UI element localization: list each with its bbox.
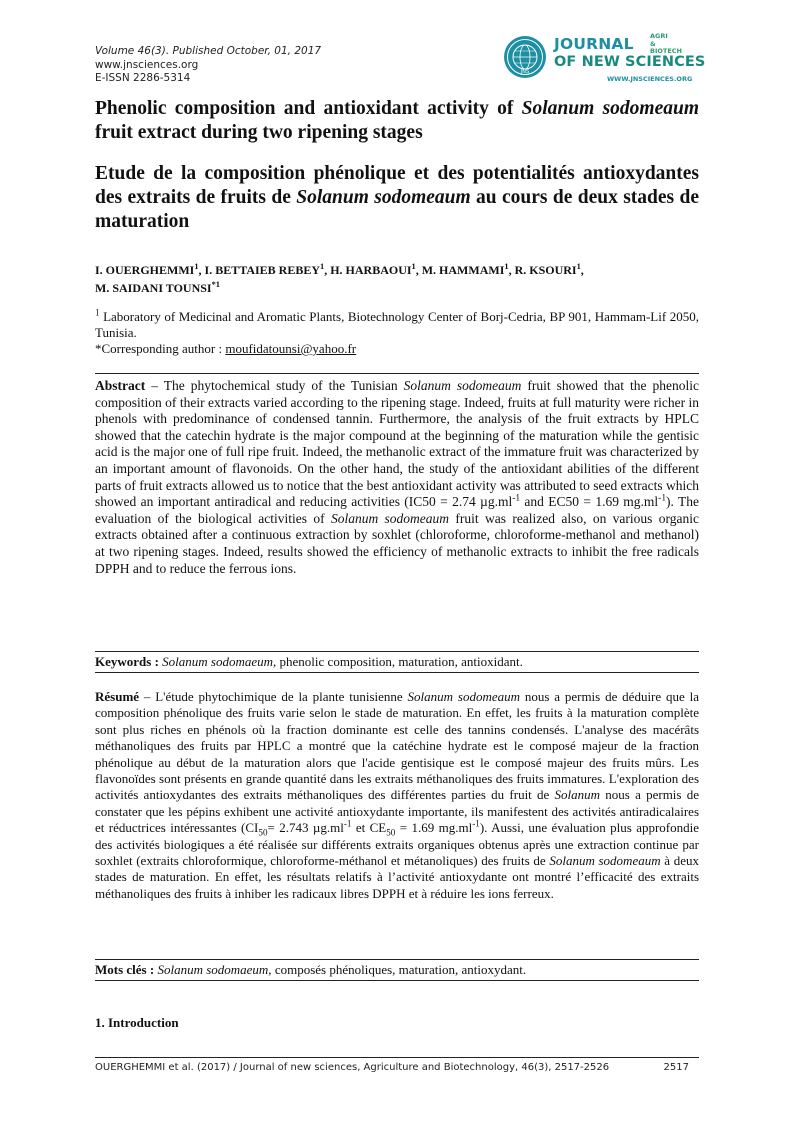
abstract-top-rule (95, 373, 699, 374)
logo-tag-agri: AGRI (650, 32, 668, 40)
journal-meta (95, 45, 321, 86)
author-sup: 1 (194, 262, 199, 271)
resume-text: nous a permis de déduire que la composition phénolique des fruits varie selon le stade de maturation. En effet, les fruits à la maturation complète sont plus riches en phénols où la fraction dominante est celle des tannins condensés. L'analyse des macérâts méthanoliques des fruits par HPLC a montré que la catéchine hydrate est le composé majeur de la fraction phénolique au début de la maturation alors que l'acide gentisique est le composé majeur des fruits mûrs. Les flavonoïdes sont présents en grande quantité dans les extraits méthanoliques des fruits immatures. L'exploration des activités antioxydantes des extraits méthanoliques des différentes parties du fruit de (95, 689, 699, 803)
abstract-text: The phytochemical study of the Tunisian (163, 378, 404, 393)
resume-text: à deux stades de maturation. En effet, les résultats relatifs à l’activité antioxydante ont montré l’efficacité des extraits méthanoliques des fruits à inhiber les radicaux libres DPPH et à réduire les ions ferreux. (95, 853, 699, 901)
page-footer (95, 1062, 699, 1073)
abstract-text: fruit showed that the phenolic composition of their extracts varied according to the ripening stage. Indeed, fruits at full maturity were richer in phenols with predominance of condensed tannin. Furthermore, the analysis of the fruit extracts by HPLC showed that the catechin hydrate is the major compound at the beginning of the maturation while the gentisic acid is the major one of full ripe fruit. Indeed, the methanolic extract of the immature fruit was characterized by an important amount of flavonoids. On the other hand, the study of the antioxidant abilities of the different parts of fruit extracts allowed us to notice that the best antioxidant activity was attributed to seed extracts which showed an important antiradical and reducing activities (IC50 = 2.74 µg.ml (95, 378, 699, 510)
affiliation-text: Laboratory of Medicinal and Aromatic Plants, Biotechnology Center of Borj-Cedria, BP 901, Hammam-Lif 2050, Tunisia. (95, 309, 699, 340)
resume-species: Solanum sodomeaum (407, 689, 520, 704)
abstract-dash: – (145, 378, 164, 393)
title-en-species: Solanum sodomeaum (521, 98, 699, 119)
resume-label: Résumé (95, 689, 140, 704)
journal-website: www.jnsciences.org (95, 58, 199, 71)
page-number: 2517 (663, 1062, 689, 1073)
footer-citation: OUERGHEMMI et al. (2017) / Journal of new sciences, Agriculture and Biotechnology, 46(3), 2517-2526 (95, 1062, 610, 1073)
abstract-sup: -1 (658, 493, 667, 504)
resume-species: Solanum (554, 787, 601, 803)
mots-cles-species: Solanum sodomaeum, (154, 962, 272, 977)
logo-url: WWW.JNSCIENCES.ORG (607, 75, 693, 83)
keywords-species: Solanum sodomaeum, (158, 654, 277, 669)
mots-cles (95, 962, 699, 978)
author-sup: 1 (320, 262, 325, 271)
author-sup: 1 (504, 262, 509, 271)
resume-text: = 1.69 mg.ml (395, 820, 473, 836)
affiliation-sup: 1 (95, 307, 100, 318)
keywords (95, 654, 699, 670)
resume-text: nous a permis de constater que les pépins exhibent une activité antioxydante importante, ils manifestent des activités antiradicalaires et réductrices intéressantes (CI (95, 787, 699, 836)
resume-text: ). Aussi, une évaluation plus approfondie des activités biologiques a été réalisée sur différents extraits organiques obtenus après une extraction continue par soxhlet (extraits chloroformique, chloroforme-méthanol et métanoliques) des fruits de (95, 820, 700, 869)
author-sup: *1 (211, 280, 220, 289)
title-en-part: Phenolic composition and antioxidant activity of (95, 98, 522, 119)
issn: E-ISSN 2286-5314 (95, 72, 191, 84)
abstract (95, 378, 699, 577)
author-list: I. OUERGHEMMI$^1$, I. BETTAIEB REBEY$^1$, H. HARBAOUI$^1$, M. HAMMAMI$^1$, R. KSOURI$^1$, M. SAIDANI TOUNSI$^{*1}$ (95, 262, 584, 295)
author: R. KSOURI (514, 263, 577, 277)
resume-sub: 50 (258, 827, 268, 838)
author: I. BETTAIEB REBEY (204, 263, 321, 277)
logo-journal-word: JOURNAL (554, 35, 634, 53)
seal-text: JNS (520, 69, 530, 75)
title-fr-part: Etude de la composition phénolique et des potentialités antioxydantes des extraits de fruits de (95, 163, 699, 208)
abstract-species: Solanum sodomeaum (330, 510, 450, 526)
logo-tag-amp: & (650, 39, 656, 48)
logo-tag-biotech: BIOTECH (650, 47, 682, 55)
footer-rule (95, 1057, 699, 1058)
corresponding-email-link[interactable]: moufidatounsi@yahoo.fr (225, 341, 357, 356)
title-french (95, 162, 699, 234)
affiliation (95, 309, 699, 357)
journal-logo (503, 32, 706, 88)
author-sup: 1 (576, 262, 581, 271)
keywords-top-rule (95, 651, 699, 652)
abstract-sup: -1 (512, 493, 521, 504)
corresponding-label: *Corresponding author : (95, 341, 226, 356)
abstract-text: fruit was realized also, on various organic extracts obtained after a continuous extraction by soxhlet (chloroforme, chloroforme-methanol and methanol) at two ripening stages. Indeed, results showed the efficiency of methanolic extracts to inhibit the free radicals DPPH and to reduce the ferrous ions. (95, 510, 699, 576)
volume-info: Volume 46(3). Published October, 01, 2017 (95, 45, 322, 57)
author-sup: 1 (411, 262, 416, 271)
author: H. HARBAOUI (330, 263, 412, 277)
abstract-text: ). The evaluation of the biological activities of (95, 494, 700, 526)
resume-sup: -1 (343, 818, 352, 829)
title-fr-species: Solanum sodomeaum (296, 187, 471, 208)
abstract-text: and EC50 = 1.69 mg.ml (520, 494, 659, 510)
abstract-species: Solanum sodomeaum (403, 378, 522, 393)
title-en-part: fruit extract during two ripening stages (95, 122, 423, 143)
keywords-bottom-rule (95, 672, 699, 673)
resume-sub: 50 (386, 827, 396, 838)
resume-text: = 2.743 µg.ml (267, 820, 344, 836)
author: M. SAIDANI TOUNSI (95, 281, 212, 295)
resume-species: Solanum sodomeaum (549, 853, 661, 869)
motscles-bottom-rule (95, 980, 699, 981)
title-english (95, 97, 699, 145)
resume (95, 689, 699, 902)
mots-cles-label: Mots clés : (95, 962, 155, 977)
motscles-top-rule (95, 959, 699, 960)
keywords-label: Keywords : (95, 654, 159, 669)
author: I. OUERGHEMMI (95, 263, 195, 277)
logo-new-sciences: OF NEW SCIENCES (554, 54, 706, 70)
resume-sup: -1 (472, 818, 480, 829)
resume-text: L'étude phytochimique de la plante tunisienne (155, 689, 408, 704)
logo-agri-biotech (650, 33, 682, 56)
resume-dash: – (139, 689, 156, 704)
resume-text: et CE (351, 820, 387, 836)
section-heading-introduction: 1. Introduction (95, 1015, 179, 1030)
author: M. HAMMAMI (421, 263, 505, 277)
mots-cles-text: composés phénoliques, maturation, antioxydant. (271, 962, 527, 977)
abstract-label: Abstract (95, 378, 146, 393)
globe-seal-icon (503, 35, 547, 79)
title-fr-part: au cours de deux stades de maturation (95, 187, 700, 232)
keywords-text: phenolic composition, maturation, antioxidant. (276, 654, 523, 669)
